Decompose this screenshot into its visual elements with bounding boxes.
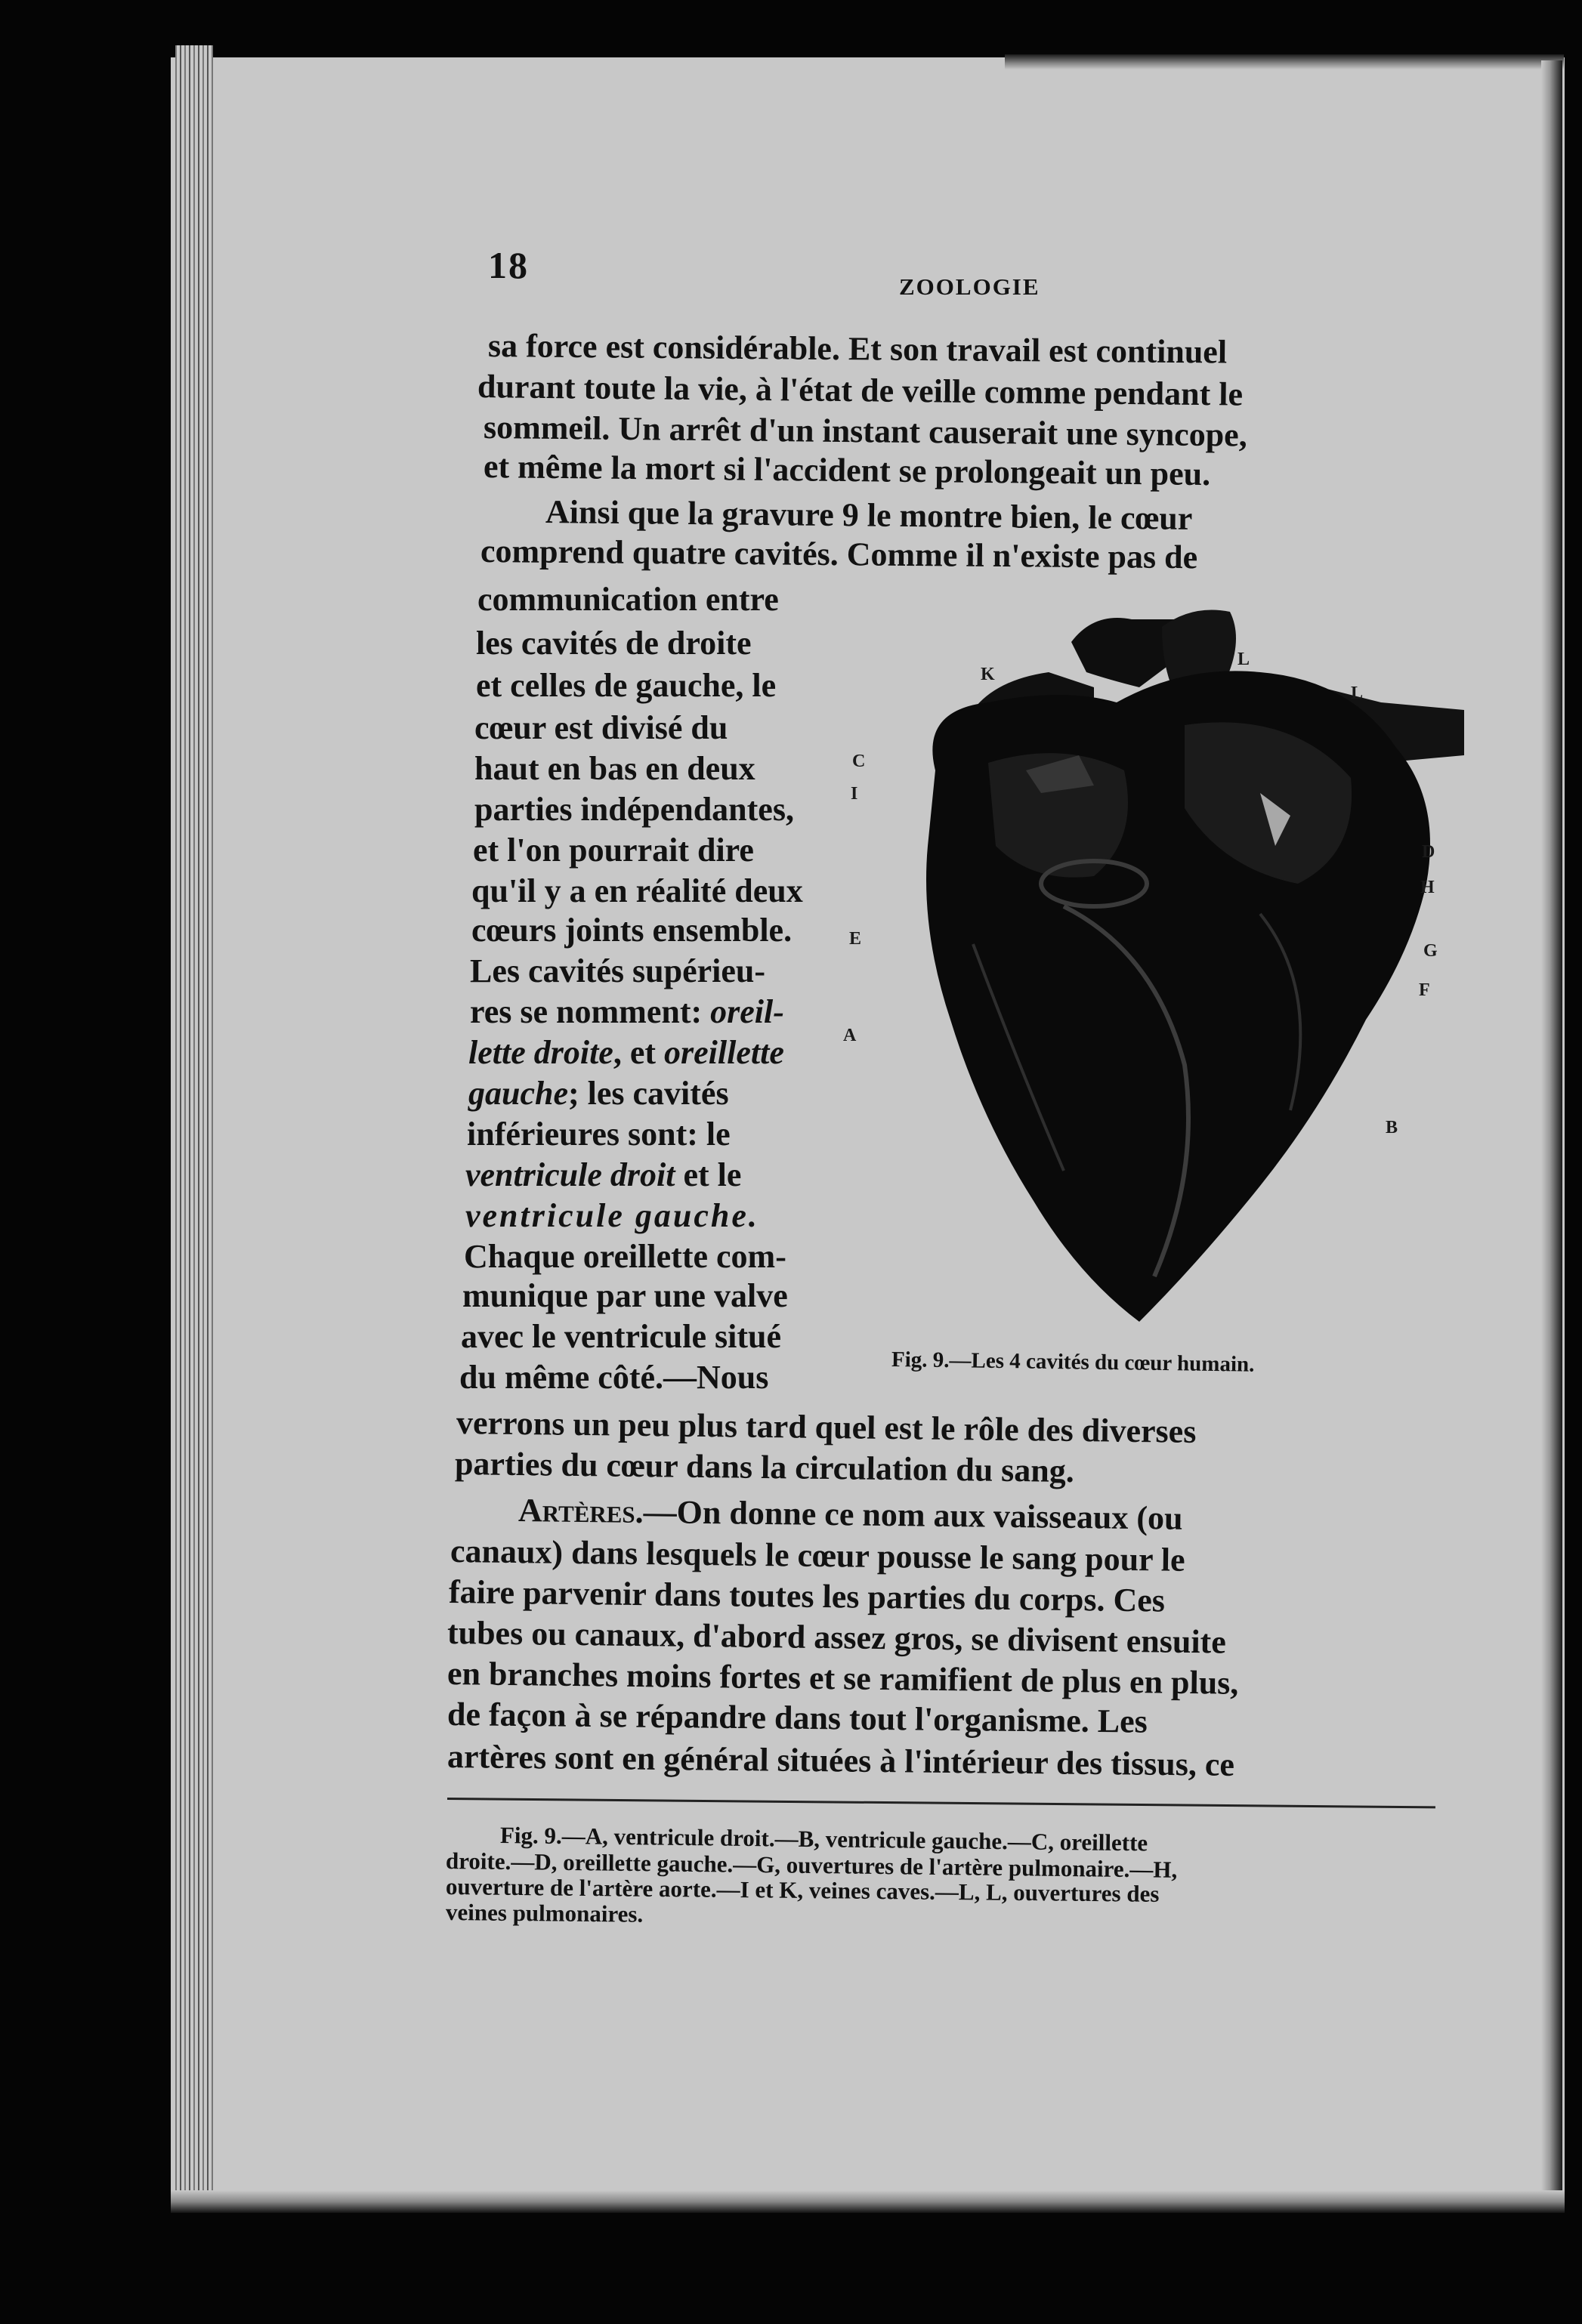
heart-figure: [843, 597, 1487, 1344]
wrap-line-3: et celles de gauche, le: [476, 667, 777, 704]
arteres-line-4: tubes ou canaux, d'abord assez gros, se divisent ensuite: [446, 1614, 1227, 1661]
italic-term: oreil-: [710, 993, 784, 1030]
figure-label-a: A: [843, 1026, 857, 1045]
wrap-line-2: les cavités de droite: [476, 625, 752, 662]
figure-label-i: I: [851, 784, 858, 804]
text-segment: —On donne ce nom aux vaisseaux (ou: [643, 1493, 1183, 1537]
wrap-line-19: avec le ventricule situé: [461, 1318, 781, 1355]
wrap-line-6: parties indépendantes,: [474, 791, 794, 828]
wrap-line-11: [470, 995, 784, 1029]
text-segment: et le: [675, 1156, 742, 1193]
figure-label-f: F: [1419, 980, 1430, 1000]
footnote-line-2: droite.—D, oreillette gauche.—G, ouvertures de l'artère pulmonaire.—H,: [445, 1847, 1178, 1883]
figure-label-k: K: [981, 665, 995, 684]
body-line-6: comprend quatre cavités. Comme il n'existe pas de: [480, 532, 1198, 576]
text-segment: res se nomment:: [470, 993, 711, 1030]
page-number: 18: [488, 244, 529, 286]
wrap-line-16: [465, 1199, 759, 1233]
body-line-5: Ainsi que la gravure 9 le montre bien, le cœur: [545, 493, 1193, 537]
page-bottom-edge: [171, 2190, 1565, 2213]
body-line-4: et même la mort si l'accident se prolongeait un peu.: [483, 448, 1211, 493]
page-right-edge: [1541, 60, 1562, 2205]
italic-term: ventricule gauche.: [465, 1197, 759, 1234]
wrap-line-8: qu'il y a en réalité deux: [471, 872, 803, 909]
arteres-line-5: en branches moins fortes et se ramifient de plus en plus,: [446, 1655, 1239, 1702]
arteres-line-6: de façon à se répandre dans tout l'organisme. Les: [446, 1696, 1148, 1740]
wrap-line-13: [468, 1077, 729, 1110]
wrap-line-18: munique par une valve: [462, 1277, 788, 1314]
wrap-line-17: Chaque oreillette com-: [464, 1238, 786, 1275]
wrap-line-9: cœurs joints ensemble.: [471, 912, 793, 949]
running-head: ZOOLOGIE: [899, 273, 1040, 300]
body-line-3: sommeil. Un arrêt d'un instant causerait une syncope,: [483, 409, 1247, 454]
figure-caption: Fig. 9.—Les 4 cavités du cœur humain.: [891, 1347, 1255, 1377]
arteres-line-2: canaux) dans lesquels le cœur pousse le sang pour le: [450, 1532, 1185, 1579]
figure-label-b: B: [1386, 1118, 1398, 1137]
footnote-line-1: Fig. 9.—A, ventricule droit.—B, ventricule gauche.—C, oreillette: [499, 1822, 1148, 1856]
figure-label-l1: L: [1237, 650, 1250, 669]
wrap-line-10: Les cavités supérieu-: [470, 952, 766, 989]
figure-label-e: E: [849, 929, 862, 949]
body-line-2: durant toute la vie, à l'état de veille comme pendant le: [477, 368, 1244, 413]
body-line-1: sa force est considérable. Et son travail est continuel: [487, 327, 1228, 371]
page-binding-edge: [175, 45, 213, 2205]
footnote-line-3: ouverture de l'artère aorte.—I et K, veines caves.—L, L, ouvertures des: [445, 1873, 1160, 1907]
wrap-line-15: [465, 1156, 742, 1193]
section-heading: Artères.: [518, 1492, 644, 1531]
text-segment: ; les cavités: [568, 1075, 729, 1112]
italic-term: oreillette: [664, 1034, 784, 1071]
wrap-line-1: communication entre: [477, 581, 779, 618]
figure-label-d: D: [1422, 842, 1435, 862]
arteres-line-7: artères sont en général situées à l'intérieur des tissus, ce: [446, 1738, 1235, 1783]
italic-term: gauche: [468, 1075, 568, 1112]
figure-label-c: C: [852, 752, 866, 771]
wrap-line-4: cœur est divisé du: [474, 709, 728, 746]
arteres-line-3: faire parvenir dans toutes les parties du corps. Ces: [448, 1573, 1166, 1619]
heart-illustration: [867, 597, 1487, 1344]
wrap-line-14: inférieures sont: le: [467, 1116, 731, 1153]
body-line-after-2: parties du cœur dans la circulation du sang.: [454, 1445, 1075, 1490]
italic-term: lette droite: [468, 1034, 613, 1071]
wrap-line-7: et l'on pourrait dire: [473, 832, 754, 869]
wrap-line-5: haut en bas en deux: [474, 750, 755, 787]
figure-label-l2: L: [1351, 684, 1364, 703]
page-top-edge: [1005, 54, 1564, 69]
figure-label-h: H: [1420, 878, 1435, 897]
wrap-line-12: [468, 1036, 784, 1069]
text-segment: , et: [613, 1034, 665, 1071]
italic-term: ventricule droit: [465, 1156, 675, 1193]
wrap-line-20: du même côté.—Nous: [459, 1359, 769, 1396]
body-line-after-1: verrons un peu plus tard quel est le rôle des diverses: [456, 1404, 1197, 1450]
footnote-line-4: veines pulmonaires.: [445, 1899, 644, 1927]
figure-label-g: G: [1423, 941, 1438, 961]
arteres-line-1: [518, 1494, 1183, 1535]
